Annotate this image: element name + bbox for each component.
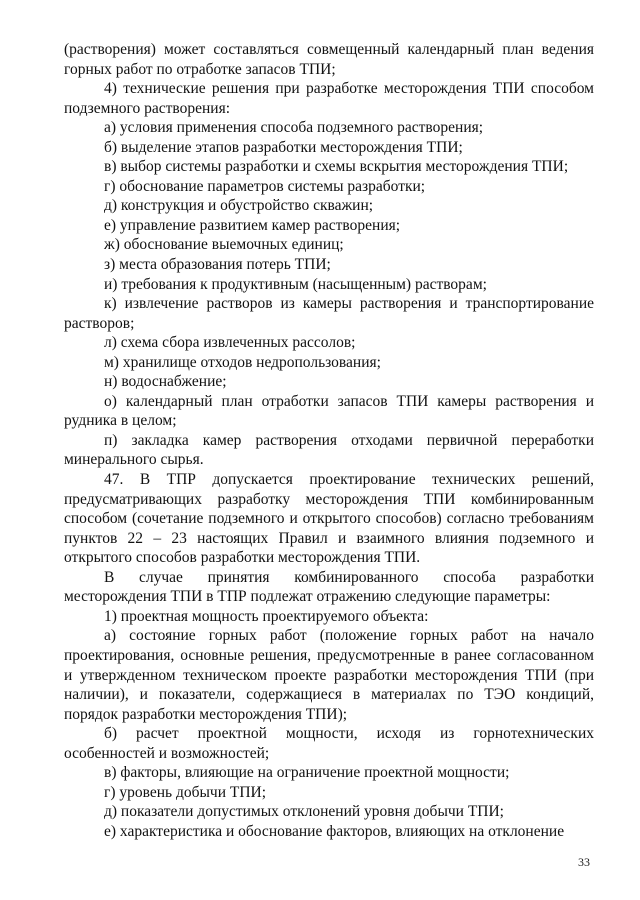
list-item-zh: ж) обоснование выемочных единиц; [104, 236, 344, 254]
list-item-k: к) извлечение растворов из камеры растворения и транспортирование растворов; [64, 295, 594, 332]
sub-item-b: б) расчет проектной мощности, исходя из горнотехнических особенностей и возможностей; [64, 725, 594, 762]
list-item-o: о) календарный план отработки запасов ТПИ камеры растворения и рудника в целом; [64, 392, 594, 430]
list-item-e: е) управление развитием камер растворения; [104, 216, 401, 234]
list-item-4: 4) технические решения при разработке месторождения ТПИ способом подземного растворения: [64, 80, 594, 117]
list-item-g: г) обоснование параметров системы разработки; [104, 177, 426, 195]
sub-item-v: в) факторы, влияющие на ограничение проектной мощности; [104, 764, 510, 782]
list-item-b: б) выделение этапов разработки месторождения ТПИ; [104, 138, 463, 156]
list-item-a: а) условия применения способа подземного растворения; [104, 119, 484, 137]
list-item-n: н) водоснабжение; [104, 373, 227, 391]
list-item-z: з) места образования потерь ТПИ; [104, 256, 331, 274]
document-page [64, 40, 594, 841]
list-item-d: д) конструкция и обустройство скважин; [104, 197, 374, 215]
combined-method-intro: В случае принятия комбинированного способа разработки месторождения ТПИ в ТПР подлежат отражению следующие параметры: [64, 568, 594, 606]
list-item-1: 1) проектная мощность проектируемого объекта: [104, 607, 429, 625]
paragraph-continuation: (растворения) может составляться совмещенный календарный план ведения горных работ по отработке запасов ТПИ; [64, 41, 594, 78]
list-item-v: в) выбор системы разработки и схемы вскрытия месторождения ТПИ; [104, 158, 569, 176]
clause-47: 47. В ТПР допускается проектирование технических решений, предусматривающих разработку месторождения ТПИ комбинированным способом (сочетание подземного и открытого способов) согласно требованиям пунктов 22 – 23 настоящих Правил и взаимного влияния подземного и открытого способов разработки месторождения ТПИ. [64, 471, 594, 567]
sub-item-d: д) показатели допустимых отклонений уровня добычи ТПИ; [104, 803, 504, 821]
sub-item-g: г) уровень добычи ТПИ; [104, 783, 267, 801]
list-item-l: л) схема сбора извлеченных рассолов; [104, 334, 356, 352]
sub-item-a: а) состояние горных работ (положение горных работ на начало проектирования, основные решения, предусмотренные в ранее согласованном и утвержденном техническом проекте разработки месторождения ТПИ (при наличии), и показатели, содержащиеся в материалах по ТЭО кондиций, порядок разработки месторождения ТПИ); [64, 627, 594, 723]
list-item-p: п) закладка камер растворения отходами первичной переработки минерального сырья. [64, 431, 594, 469]
sub-item-e: е) характеристика и обоснование факторов, влияющих на отклонение [104, 822, 565, 840]
list-item-i: и) требования к продуктивным (насыщенным) растворам; [104, 275, 487, 293]
page-number: 33 [578, 855, 590, 869]
list-item-m: м) хранилище отходов недропользования; [104, 353, 381, 371]
